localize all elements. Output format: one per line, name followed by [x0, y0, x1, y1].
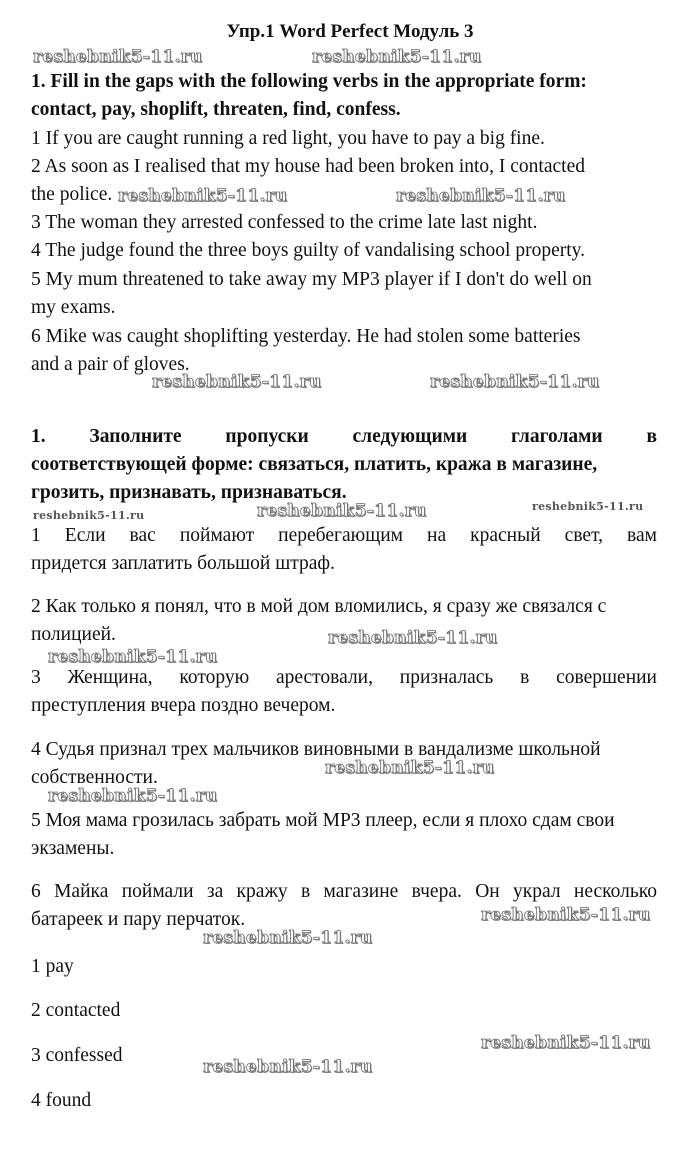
watermark: reshebnik5-11.ru	[325, 758, 495, 778]
russian-line: полицией.	[31, 624, 116, 645]
english-line: and a pair of gloves.	[31, 354, 190, 375]
english-heading-line-1: 1. Fill in the gaps with the following verbs in the appropriate form:	[31, 71, 587, 92]
watermark: reshebnik5-11.ru	[48, 647, 218, 667]
answer-item: 4 found	[31, 1090, 92, 1111]
russian-line: собственности.	[31, 767, 158, 788]
english-line: my exams.	[31, 297, 116, 318]
watermark: reshebnik5-11.ru	[118, 186, 288, 206]
russian-line: 5 Моя мама грозилась забрать мой MP3 плеер, если я плохо сдам свои	[31, 810, 615, 831]
watermark: reshebnik5-11.ru	[328, 628, 498, 648]
watermark: reshebnik5-11.ru	[430, 372, 600, 392]
russian-heading-line-2: соответствующей форме: связаться, платить, кража в магазине,	[31, 454, 598, 475]
answer-item: 1 pay	[31, 956, 74, 977]
english-line: 2 As soon as I realised that my house had been broken into, I contacted	[31, 156, 585, 177]
russian-line: преступления вчера поздно вечером.	[31, 695, 336, 716]
answer-item: 2 contacted	[31, 1000, 121, 1021]
russian-line: 4 Судья признал трех мальчиков виновными в вандализме школьной	[31, 739, 601, 760]
russian-line: 3 Женщина, которую арестовали, призналась в совершении	[31, 667, 657, 688]
english-line: the police.	[31, 184, 113, 205]
watermark: reshebnik5-11.ru	[481, 1033, 651, 1053]
english-line: 5 My mum threatened to take away my MP3 player if I don't do well on	[31, 269, 592, 290]
watermark: reshebnik5-11.ru	[203, 928, 373, 948]
watermark: reshebnik5-11.ru	[152, 372, 322, 392]
russian-line: экзамены.	[31, 838, 115, 859]
watermark: reshebnik5-11.ru	[203, 1057, 373, 1077]
watermark: reshebnik5-11.ru	[48, 786, 218, 806]
english-heading-line-2: contact, pay, shoplift, threaten, find, confess.	[31, 99, 401, 120]
russian-line: 1 Если вас поймают перебегающим на красный свет, вам	[31, 525, 657, 546]
watermark: reshebnik5-11.ru	[312, 47, 482, 67]
watermark: reshebnik5-11.ru	[396, 186, 566, 206]
answer-item: 3 confessed	[31, 1045, 123, 1066]
english-line: 4 The judge found the three boys guilty of vandalising school property.	[31, 240, 586, 261]
russian-line: 6 Майка поймали за кражу в магазине вчера. Он украл несколько	[31, 881, 657, 902]
watermark: reshebnik5-11.ru	[257, 501, 427, 521]
english-line: 3 The woman they arrested confessed to the crime late last night.	[31, 212, 538, 233]
russian-heading-line-1: 1. Заполните пропуски следующими глаголами в	[31, 426, 657, 447]
watermark: reshebnik5-11.ru	[532, 500, 644, 513]
english-line: 6 Mike was caught shoplifting yesterday. He had stolen some batteries	[31, 326, 581, 347]
russian-heading-line-3: грозить, признавать, признаваться.	[31, 482, 347, 503]
russian-line: батареек и пару перчаток.	[31, 909, 246, 930]
watermark: reshebnik5-11.ru	[481, 905, 651, 925]
watermark: reshebnik5-11.ru	[33, 47, 203, 67]
russian-line: придется заплатить большой штраф.	[31, 553, 335, 574]
watermark: reshebnik5-11.ru	[33, 509, 145, 522]
russian-line: 2 Как только я понял, что в мой дом вломились, я сразу же связался с	[31, 596, 607, 617]
english-line: 1 If you are caught running a red light, you have to pay a big fine.	[31, 128, 545, 149]
page-title: Упр.1 Word Perfect Модуль 3	[226, 21, 474, 42]
